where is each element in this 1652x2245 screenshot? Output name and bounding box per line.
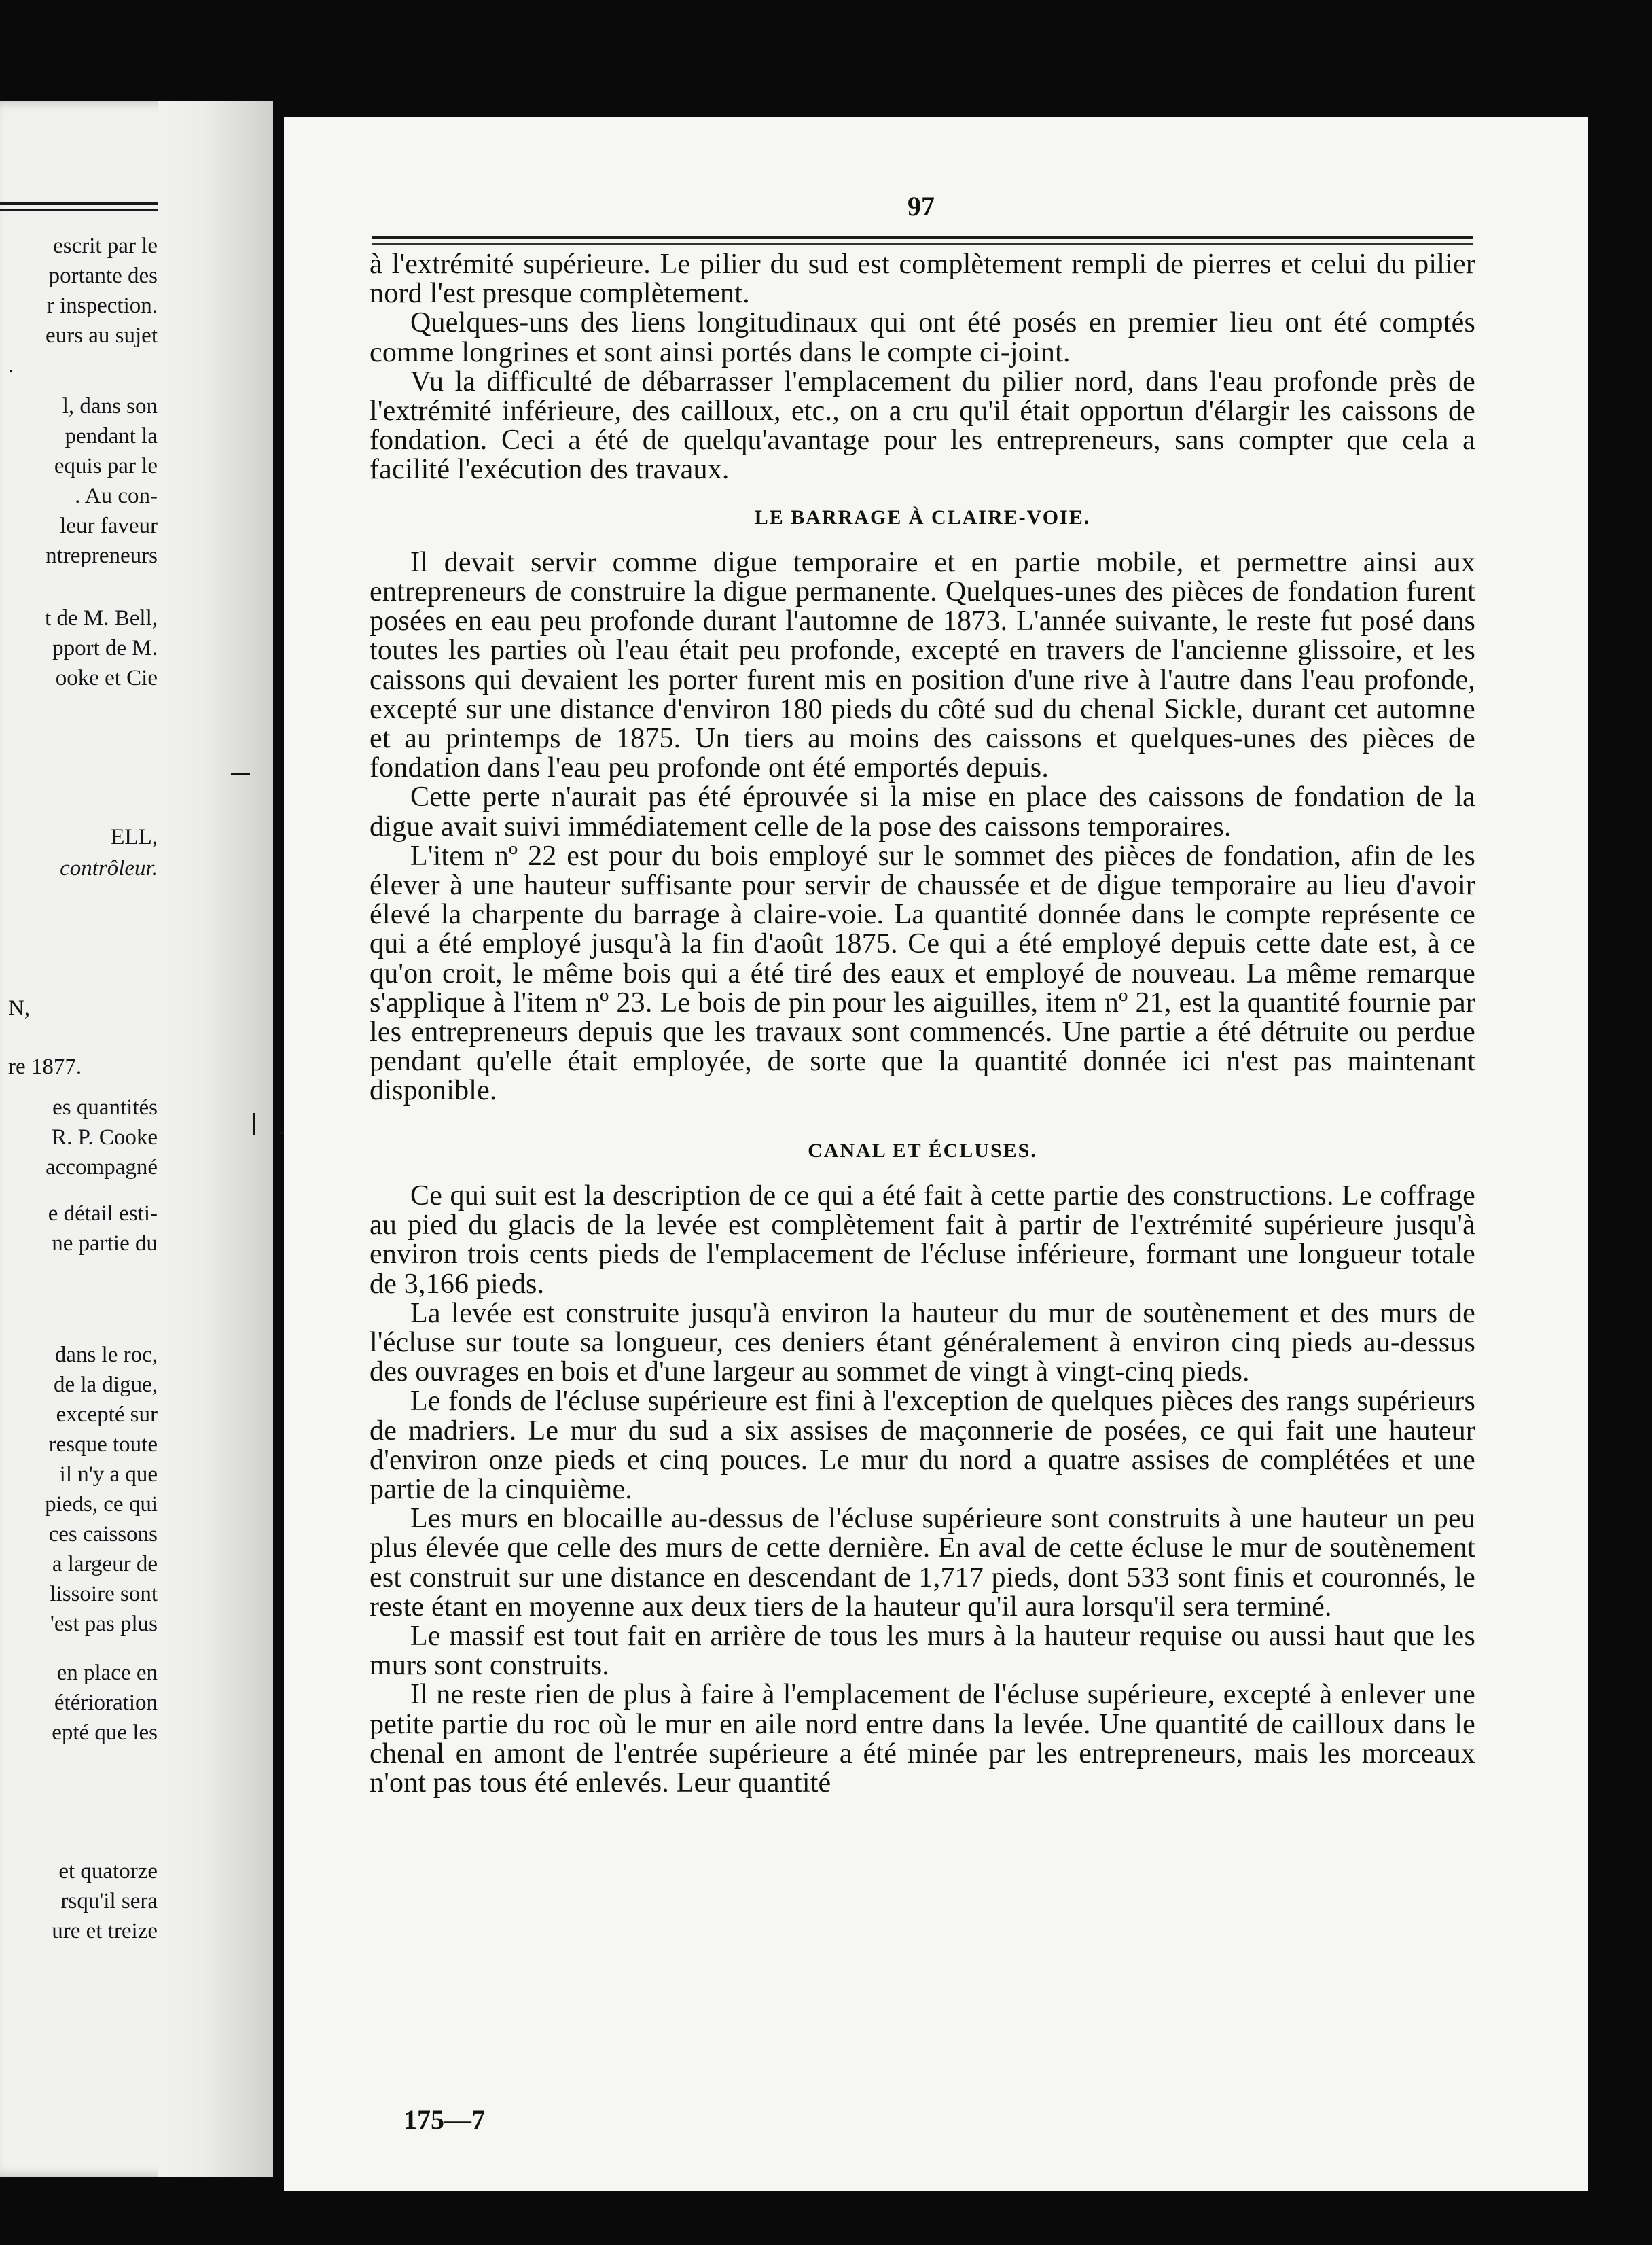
page-number: 97 bbox=[908, 191, 935, 222]
margin-tick-mark bbox=[231, 773, 250, 775]
signature-mark: 175—7 bbox=[403, 2104, 485, 2135]
left-text-line: pport de M. bbox=[52, 636, 158, 660]
left-text-line: resque toute bbox=[48, 1432, 158, 1457]
paragraph: Le fonds de l'écluse supérieure est fini à l'exception de quelques pièces des rangs supérieurs de madriers. Le mur du sud a six assises de maçonnerie de posées, ce qui fait une hauteur d'environ onze pieds et cinq pouces. Le mur du nord a quatre assises de complétées et une partie de la cinquième. bbox=[370, 1385, 1475, 1505]
left-text-line: pendant la bbox=[65, 424, 158, 448]
left-text-line: ntrepreneurs bbox=[46, 544, 158, 568]
left-text-line: ne partie du bbox=[52, 1231, 158, 1256]
paragraph: Quelques-uns des liens longitudinaux qui ont été posés en premier lieu ont été comptés comme longrines et sont ainsi portés dans le compte ci-joint. bbox=[370, 307, 1475, 368]
left-text-line: dans le roc, bbox=[54, 1343, 158, 1367]
left-page-fragment bbox=[0, 101, 273, 2177]
left-text-line: re 1877. bbox=[8, 1055, 82, 1079]
left-text-line: lissoire sont bbox=[50, 1582, 158, 1606]
header-rule-thin bbox=[372, 243, 1473, 245]
left-text-line: N, bbox=[8, 996, 31, 1021]
paragraph: Les murs en blocaille au-dessus de l'écluse supérieure sont construits à une hauteur un peu plus élevée que celle des murs de cette dernière. En aval de cette écluse le mur de soutènement est construit sur une distance en descendant de 1,717 pieds, dont 533 sont finis et couronnés, le reste étant en moyenne aux deux tiers de la hauteur qu'il aura lorsqu'il sera terminé. bbox=[370, 1503, 1475, 1623]
left-header-rule-thin bbox=[0, 209, 158, 211]
left-text-line: 'est pas plus bbox=[50, 1612, 158, 1636]
paragraph: Il devait servir comme digue temporaire et en partie mobile, et permettre ainsi aux entrepreneurs de construire la digue permanente. Quelques-unes des pièces de fondation furent posées en eau peu profonde durant l'automne de 1873. L'année suivante, le reste fut posé dans toutes les parties où l'eau était peu profonde, excepté en travers de l'ancienne glissoire, et les caissons qui devaient les porter furent mis en position d'une rive à l'autre dans l'eau profonde, excepté sur une distance d'environ 180 pieds du côté sud du chenal Sickle, durant cet automne et au printemps de 1875. Un tiers au moins des caissons et quelques-unes des pièces de fondation dans l'eau peu profonde ont été emportés depuis. bbox=[370, 546, 1475, 784]
left-text-line: pieds, ce qui bbox=[45, 1492, 158, 1517]
paragraph: La levée est construite jusqu'à environ la hauteur du mur de soutènement et des murs de l'écluse sur toute sa longueur, ces deniers étant généralement à environ cinq pieds au-dessus des ouvrages en bois et d'une largeur au sommet de vingt à vingt-cinq pieds. bbox=[370, 1297, 1475, 1388]
left-text-line: . Au con- bbox=[75, 484, 158, 508]
left-text-line: portante des bbox=[48, 264, 158, 288]
right-page bbox=[284, 117, 1588, 2191]
paragraph: Il ne reste rien de plus à faire à l'emplacement de l'écluse supérieure, excepté à enlever une petite partie du roc où le mur en aile nord entre dans la levée. Une quantité de cailloux dans le chenal en amont de l'entrée supérieure a été minée par les entrepreneurs, mais les morceaux n'ont pas tous été enlevés. Leur quantité bbox=[370, 1679, 1475, 1799]
section-heading: LE BARRAGE À CLAIRE-VOIE. bbox=[754, 506, 1091, 529]
left-text-line: il n'y a que bbox=[59, 1462, 158, 1487]
left-text-line: ure et treize bbox=[52, 1919, 158, 1943]
left-text-line: étérioration bbox=[54, 1691, 158, 1715]
left-text-line: e détail esti- bbox=[48, 1201, 158, 1226]
left-text-line: r inspection. bbox=[46, 294, 158, 318]
left-text-line: de la digue, bbox=[53, 1373, 158, 1397]
left-text-line: en place en bbox=[56, 1661, 158, 1685]
left-text-line: et quatorze bbox=[58, 1859, 158, 1884]
left-text-line: ooke et Cie bbox=[55, 666, 158, 690]
left-text-line: rsqu'il sera bbox=[60, 1889, 158, 1913]
left-text-line: epté que les bbox=[52, 1720, 158, 1745]
left-text-line: ces caissons bbox=[48, 1522, 158, 1546]
left-text-line: escrit par le bbox=[53, 234, 158, 258]
left-text-line: t de M. Bell, bbox=[45, 606, 158, 631]
paragraph: Ce qui suit est la description de ce qui a été fait à cette partie des constructions. Le coffrage au pied du glacis de la levée est complètement fait à partir de l'extrémité supérieure jusqu'à environ trois cents pieds de l'emplacement de l'écluse inférieure, formant une longueur totale de 3,166 pieds. bbox=[370, 1180, 1475, 1300]
left-text-line: R. P. Cooke bbox=[52, 1125, 158, 1150]
left-text-line: excepté sur bbox=[56, 1402, 158, 1427]
left-text-line: a largeur de bbox=[52, 1552, 158, 1576]
left-text-line: leur faveur bbox=[60, 514, 158, 538]
left-text-line: equis par le bbox=[54, 454, 158, 478]
paragraph: Cette perte n'aurait pas été éprouvée si la mise en place des caissons de fondation de la digue avait suivi immédiatement celle de la pose des caissons temporaires. bbox=[370, 781, 1475, 843]
left-text-line: ELL, bbox=[111, 825, 158, 849]
left-text-line: es quantités bbox=[52, 1095, 158, 1120]
left-text-line: . bbox=[8, 353, 14, 378]
paragraph: Le massif est tout fait en arrière de tous les murs à la hauteur requise ou aussi haut que les murs sont construits. bbox=[370, 1620, 1475, 1682]
paragraph: Vu la difficulté de débarrasser l'emplacement du pilier nord, dans l'eau profonde près de l'extrémité inférieure, des cailloux, etc., on a cru qu'il était opportun d'élargir les caissons de fondation. Ceci a été de quelqu'avantage pour les entrepreneurs, sans compter que cela a facilité l'exécution des travaux. bbox=[370, 366, 1475, 486]
left-header-rule bbox=[0, 202, 158, 205]
left-text-line: accompagné bbox=[46, 1155, 158, 1180]
left-text-line: eurs au sujet bbox=[46, 323, 158, 348]
margin-tick-mark bbox=[253, 1113, 255, 1135]
left-text-line: l, dans son bbox=[62, 394, 158, 419]
section-heading: CANAL ET ÉCLUSES. bbox=[808, 1139, 1037, 1162]
page-fold-shadow bbox=[158, 101, 273, 2177]
left-text-line: contrôleur. bbox=[60, 856, 158, 881]
paragraph: à l'extrémité supérieure. Le pilier du sud est complètement rempli de pierres et celui du pilier nord l'est presque complètement. bbox=[370, 249, 1475, 310]
header-rule bbox=[372, 236, 1473, 239]
paragraph: L'item nº 22 est pour du bois employé sur le sommet des pièces de fondation, afin de les élever à une hauteur suffisante pour servir de chaussée et de digue temporaire au lieu d'avoir élevé la charpente du barrage à claire-voie. La quantité donnée dans le compte représente ce qui a été employé jusqu'à la fin d'août 1875. Ce qui a été employé depuis cette date est, à ce qu'on croit, le même bois qui a été tiré des eaux et employé de nouveau. La même remarque s'applique à l'item nº 23. Le bois de pin pour les aiguilles, item nº 21, est la quantité fournie par les entrepreneurs depuis que les travaux sont commencés. Une partie a été détruite ou perdue pendant qu'elle était employée, de sorte que la quantité donnée ici n'est pas maintenant disponible. bbox=[370, 840, 1475, 1107]
page-body bbox=[370, 250, 1475, 1798]
